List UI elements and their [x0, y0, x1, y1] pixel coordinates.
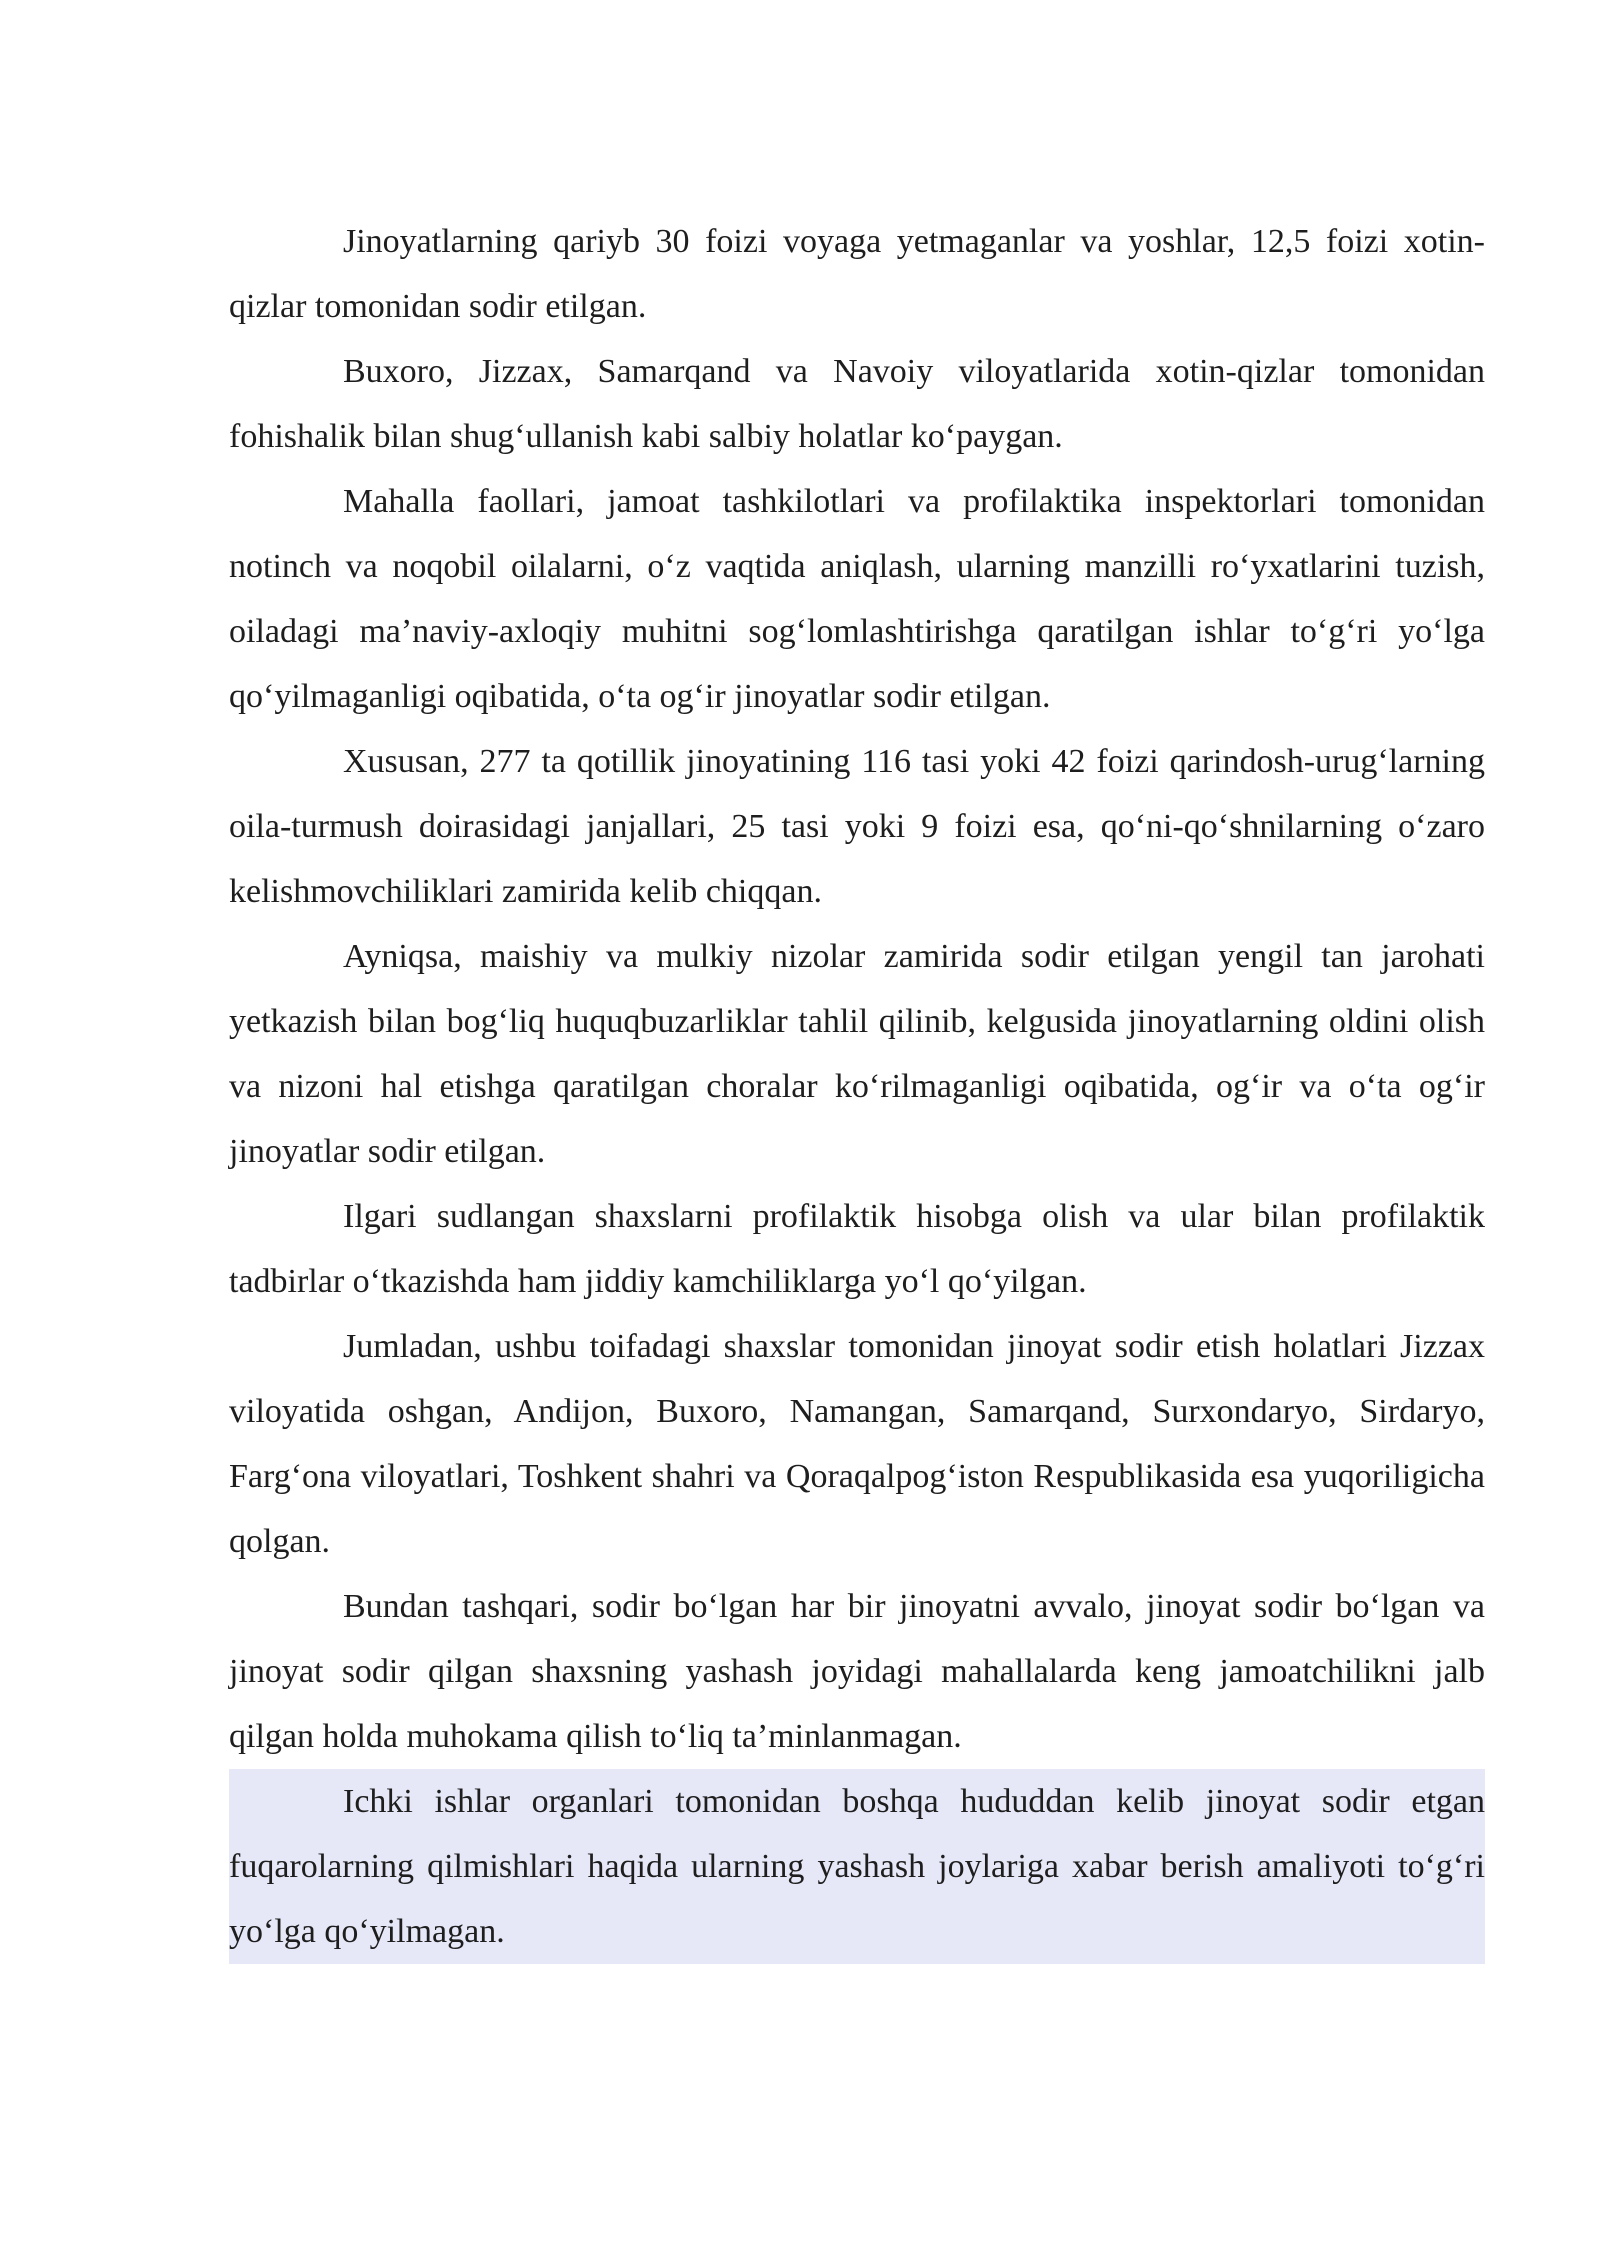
paragraph-3: Mahalla faollari, jamoat tashkilotlari va profilaktika inspektorlari tomonidan notinch va noqobil oilalarni, o‘z vaqtida aniqlash, ularning manzilli ro‘yxatlarini tuzish, oiladagi ma’naviy-axloqiy muhitni sog‘lomlashtirishga qaratilgan ishlar to‘g‘ri yo‘lga qo‘yilmaganligi oqibatida, o‘ta og‘ir jinoyatlar sodir etilgan. — [229, 483, 1485, 715]
paragraph-5: Ayniqsa, maishiy va mulkiy nizolar zamirida sodir etilgan yengil tan jarohati yetkazish bilan bog‘liq huquqbuzarliklar tahlil qilinib, kelgusida jinoyatlarning oldini olish va nizoni hal etishga qaratilgan choralar ko‘rilmaganligi oqibatida, og‘ir va o‘ta og‘ir jinoyatlar sodir etilgan. — [229, 938, 1485, 1170]
paragraph-6: Ilgari sudlangan shaxslarni profilaktik hisobga olish va ular bilan profilaktik tadbirlar o‘tkazishda ham jiddiy kamchiliklarga yo‘l qo‘yilgan. — [229, 1198, 1485, 1300]
highlighted-paragraph[interactable]: Ichki ishlar organlari tomonidan boshqa hududdan kelib jinoyat sodir etgan fuqarolarning qilmishlari haqida ularning yashash joylariga xabar berish amaliyoti to‘g‘ri yo‘lga qo‘yilmagan. — [229, 1769, 1485, 1964]
paragraph-7: Jumladan, ushbu toifadagi shaxslar tomonidan jinoyat sodir etish holatlari Jizzax viloyatida oshgan, Andijon, Buxoro, Namangan, Samarqand, Surxondaryo, Sirdaryo, Farg‘ona viloyatlari, Toshkent shahri va Qoraqalpog‘iston Respublikasida esa yuqoriligicha qolgan. — [229, 1328, 1485, 1560]
document-body — [229, 209, 1485, 1964]
paragraph-1: Jinoyatlarning qariyb 30 foizi voyaga yetmaganlar va yoshlar, 12,5 foizi xotin-qizlar tomonidan sodir etilgan. — [229, 223, 1485, 325]
paragraph-4: Xususan, 277 ta qotillik jinoyatining 116 tasi yoki 42 foizi qarindosh-urug‘larning oila-turmush doirasidagi janjallari, 25 tasi yoki 9 foizi esa, qo‘ni-qo‘shnilarning o‘zaro kelishmovchiliklari zamirida kelib chiqqan. — [229, 743, 1485, 910]
paragraph-8: Bundan tashqari, sodir bo‘lgan har bir jinoyatni avvalo, jinoyat sodir bo‘lgan va jinoyat sodir qilgan shaxsning yashash joyidagi mahallalarda keng jamoatchilikni jalb qilgan holda muhokama qilish to‘liq ta’minlanmagan. — [229, 1588, 1485, 1755]
paragraph-2: Buxoro, Jizzax, Samarqand va Navoiy viloyatlarida xotin-qizlar tomonidan fohishalik bilan shug‘ullanish kabi salbiy holatlar ko‘paygan. — [229, 353, 1485, 455]
